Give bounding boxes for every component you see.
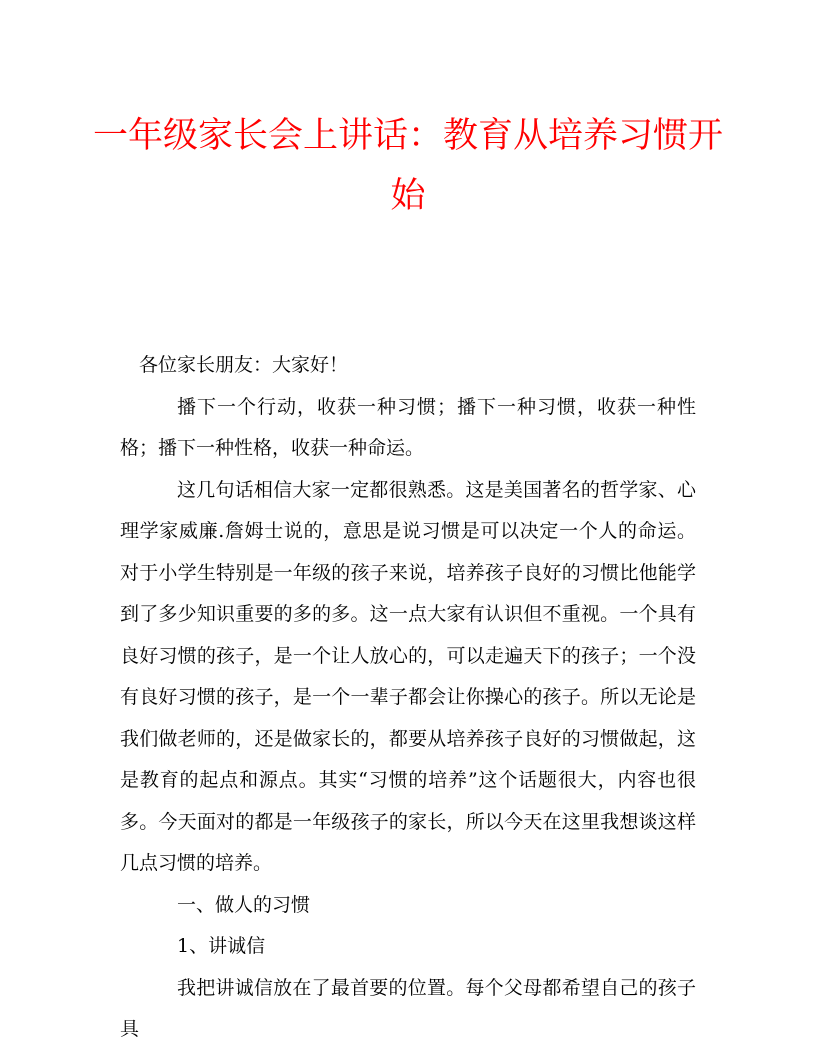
- subsection-heading: 1、讲诚信: [177, 935, 266, 957]
- body-paragraph: 这几句话相信大家一定都很熟悉。这是美国著名的哲学家、心理学家威廉.詹姆士说的，意思是说习惯是可以决定一个人的命运。对于小学生特别是一年级的孩子来说，培养孩子良好的习惯比他能学到了多少知识重要的多的多。这一点大家有认识但不重视。一个具有良好习惯的孩子，是一个让人放心的，可以走遍天下的孩子；一个没有良好习惯的孩子，是一个一辈子都会让你操心的孩子。所以无论是我们做老师的，还是做家长的，都要从培养孩子良好的习惯做起，这是教育的起点和源点。其实“习惯的培养”这个话题很大，内容也很多。今天面对的都是一年级孩子的家长，所以今天在这里我想谈这样几点习惯的培养。: [120, 478, 696, 874]
- body-paragraph: 播下一个行动，收获一种习惯；播下一种习惯，收获一种性格；播下一种性格，收获一种命运。: [120, 395, 696, 459]
- greeting-paragraph: 各位家长朋友：大家好！: [139, 354, 349, 376]
- section-heading: 一、做人的习惯: [177, 893, 311, 916]
- document-title: 一年级家长会上讲话：教育从培养习惯开始: [92, 116, 723, 216]
- document-body: [120, 345, 696, 1051]
- body-paragraph: 我把讲诚信放在了最首要的位置。每个父母都希望自己的孩子具: [120, 976, 696, 1040]
